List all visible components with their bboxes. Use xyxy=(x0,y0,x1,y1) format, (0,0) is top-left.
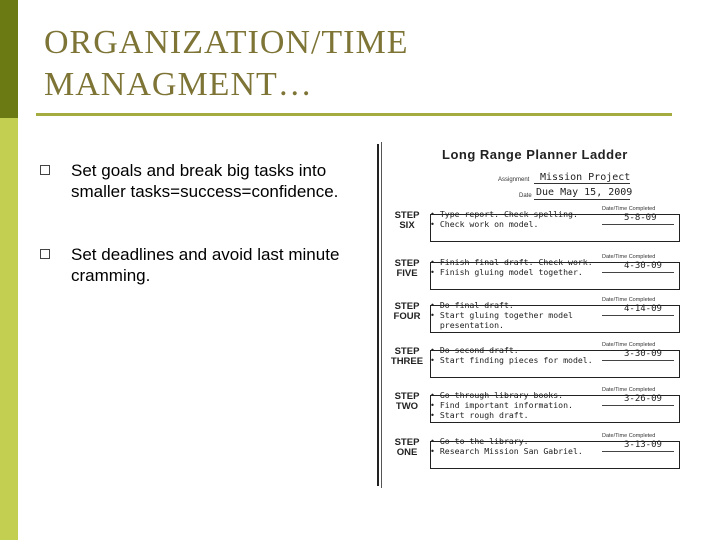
assignment-value: Mission Project xyxy=(540,172,631,183)
step-label-word: STEP xyxy=(394,437,420,448)
step-task: • Do final draft. xyxy=(430,300,514,310)
accent-bar-dark xyxy=(0,0,18,118)
completed-underline xyxy=(602,360,674,361)
step-task: • Check work on model. xyxy=(430,219,539,229)
completed-date: 3-26-09 xyxy=(624,394,662,404)
completed-date: 5-8-09 xyxy=(624,213,657,223)
step-label xyxy=(384,347,430,367)
completed-date: 4-30-09 xyxy=(624,261,662,271)
step-label-word: STEP xyxy=(394,391,420,402)
step-label xyxy=(384,211,430,231)
step-label-number: ONE xyxy=(396,447,418,458)
step-label-word: STEP xyxy=(394,301,420,312)
assignment-label: Assignment xyxy=(498,177,530,183)
bullet-text: Set deadlines and avoid last minute cramming. xyxy=(71,245,340,285)
step-task: • Do second draft. xyxy=(430,345,519,355)
step-label xyxy=(384,259,430,279)
step-label xyxy=(384,302,430,322)
step-task: • Go to the library. xyxy=(430,436,529,446)
step-label-number: THREE xyxy=(390,356,424,367)
step-label-word: STEP xyxy=(394,210,420,221)
completed-underline xyxy=(602,451,674,452)
step-task: • Research Mission San Gabriel. xyxy=(430,446,583,456)
completed-label: Date/Time Completed xyxy=(602,206,656,212)
step-label xyxy=(384,438,430,458)
completed-label: Date/Time Completed xyxy=(602,387,656,393)
bullet-item xyxy=(40,160,340,202)
completed-label: Date/Time Completed xyxy=(602,297,656,303)
step-label-word: STEP xyxy=(394,258,420,269)
square-bullet-icon xyxy=(40,249,50,259)
completed-underline xyxy=(602,315,674,316)
step-task: • Finish gluing model together. xyxy=(430,267,583,277)
completed-label: Date/Time Completed xyxy=(602,433,656,439)
step-task: • Start rough draft. xyxy=(430,410,529,420)
bullet-text: Set goals and break big tasks into smaller tasks=success=confidence. xyxy=(71,161,339,201)
title-line-2: MANAGMENT… xyxy=(44,66,313,103)
planner-ladder-image xyxy=(374,142,686,488)
step-task: • Start finding pieces for model. xyxy=(430,355,593,365)
completed-underline xyxy=(602,272,674,273)
step-label xyxy=(384,392,430,412)
step-task: • Find important information. xyxy=(430,400,573,410)
completed-label: Date/Time Completed xyxy=(602,342,656,348)
step-label-number: TWO xyxy=(395,401,419,412)
assignment-underline xyxy=(534,183,630,184)
slide-title xyxy=(44,22,644,106)
step-label-number: SIX xyxy=(399,220,415,231)
completed-label: Date/Time Completed xyxy=(602,254,656,260)
planner-title: Long Range Planner Ladder xyxy=(442,147,628,162)
step-task: • Go through library books. xyxy=(430,390,564,400)
step-task: • Start gluing together model xyxy=(430,310,573,320)
completed-date: 3-13-09 xyxy=(624,440,662,450)
square-bullet-icon xyxy=(40,165,50,175)
step-label-word: STEP xyxy=(394,346,420,357)
completed-underline xyxy=(602,224,674,225)
bullet-list xyxy=(40,160,340,328)
step-task: presentation. xyxy=(430,320,504,330)
step-label-number: FIVE xyxy=(396,268,418,279)
date-underline xyxy=(534,199,630,200)
completed-date: 3-30-09 xyxy=(624,349,662,359)
date-value: Due May 15, 2009 xyxy=(536,187,633,198)
completed-date: 4-14-09 xyxy=(624,304,662,314)
step-task: • Type report. Check spelling. xyxy=(430,209,578,219)
step-label-number: FOUR xyxy=(393,311,421,322)
completed-underline xyxy=(602,405,674,406)
date-label: Date xyxy=(519,193,532,199)
bullet-item xyxy=(40,244,340,286)
step-task: • Finish final draft. Check work. xyxy=(430,257,593,267)
scan-edge xyxy=(377,144,379,486)
title-divider xyxy=(36,113,672,116)
scan-edge xyxy=(381,142,382,488)
title-line-1: ORGANIZATION/TIME xyxy=(44,24,409,61)
